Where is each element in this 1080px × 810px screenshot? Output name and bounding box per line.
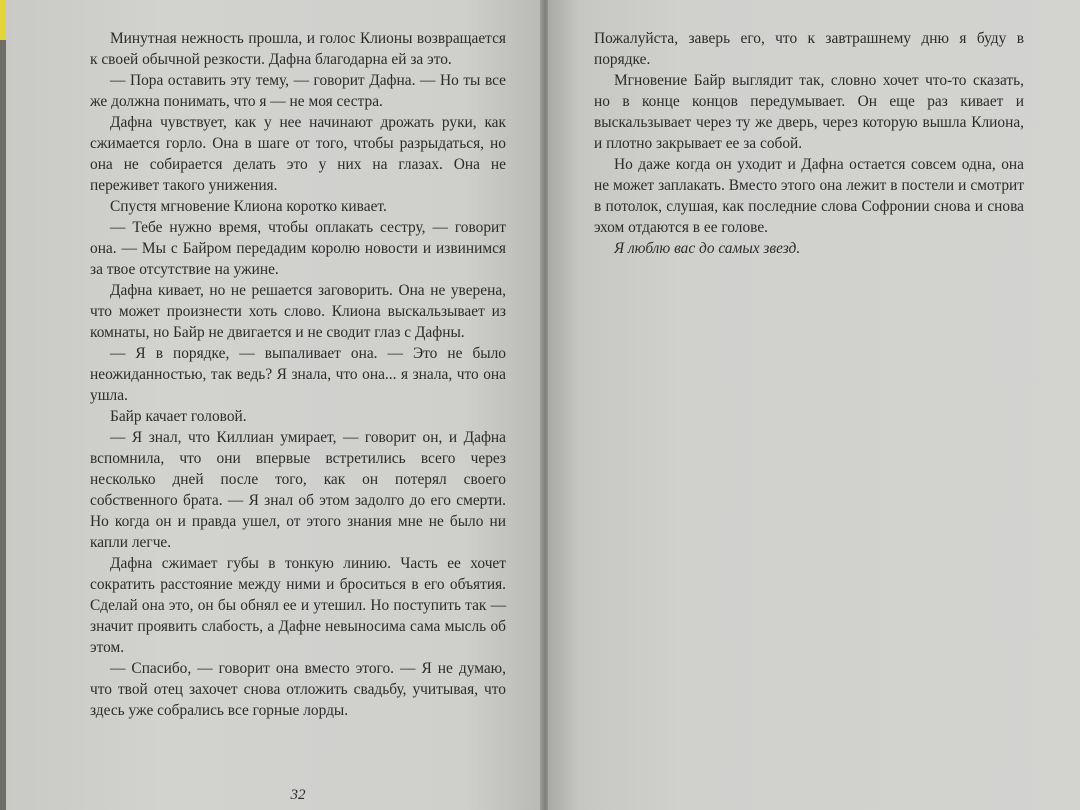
right-paragraph-1: Пожалуйста, заверь его, что к завтрашнему дню я буду в порядке. [594, 30, 1024, 68]
left-paragraph-7: — Я в порядке, — выпаливает она. — Это не было неожиданностью, так ведь? Я знала, что она... я знала, что она ушла. [90, 345, 506, 404]
left-paragraph-3: Дафна чувствует, как у нее начинают дрожать руки, как сжимается горло. Она в шаге от того, чтобы разрыдаться, но она не собирается делать это у них на глазах. Она не переживет такого унижения. [90, 114, 506, 194]
left-page [6, 0, 544, 810]
left-paragraph-6: Дафна кивает, но не решается заговорить. Она не уверена, что может произнести хоть слово. Клиона выскальзывает из комнаты, но Байр не двигается и не сводит глаз с Дафны. [90, 282, 506, 341]
left-paragraph-11: — Спасибо, — говорит она вместо этого. — Я не думаю, что твой отец захочет снова отложить свадьбу, учитывая, что здесь уже собрались все горные лорды. [90, 660, 506, 719]
left-paragraph-8: Байр качает головой. [110, 408, 247, 425]
right-paragraph-3: Но даже когда он уходит и Дафна остается совсем одна, она не может заплакать. Вместо этого она лежит в постели и смотрит в потолок, слушая, как последние слова Софронии снова и снова эхом отдаются в ее голове. [594, 156, 1024, 236]
left-paragraph-9: — Я знал, что Киллиан умирает, — говорит он, и Дафна вспомнила, что они впервые встретились всего через несколько дней после того, как он потерял своего собственного брата. — Я знал об этом задолго до его смерти. Но когда он и правда ушел, от этого знания мне не было ни капли легче. [90, 429, 506, 551]
left-paragraph-1: Минутная нежность прошла, и голос Клионы возвращается к своей обычной резкости. Дафна благодарна ей за это. [90, 30, 506, 68]
left-paragraph-10: Дафна сжимает губы в тонкую линию. Часть ее хочет сократить расстояние между ними и броситься в его объятия. Сделай она это, он бы обнял ее и утешил. Но поступить так — значит проявить слабость, а Дафне невыносима сама мысль об этом. [90, 555, 506, 656]
page-number: 32 [290, 787, 306, 803]
closing-line: Я люблю вас до самых звезд. [614, 240, 801, 257]
left-paragraph-2: — Пора оставить эту тему, — говорит Дафна. — Но ты все же должна понимать, что я — не моя сестра. [90, 72, 506, 110]
right-paragraph-2: Мгновение Байр выглядит так, словно хочет что-то сказать, но в конце концов передумывает. Он еще раз кивает и выскальзывает через ту же дверь, через которую вышла Клиона, и плотно закрывает ее за собой. [594, 72, 1024, 152]
left-paragraph-5: — Тебе нужно время, чтобы оплакать сестру, — говорит она. — Мы с Байром передадим королю новости и извинимся за твое отсутствие на ужине. [90, 219, 506, 278]
left-paragraph-4: Спустя мгновение Клиона коротко кивает. [110, 198, 387, 215]
right-page [548, 0, 1080, 810]
